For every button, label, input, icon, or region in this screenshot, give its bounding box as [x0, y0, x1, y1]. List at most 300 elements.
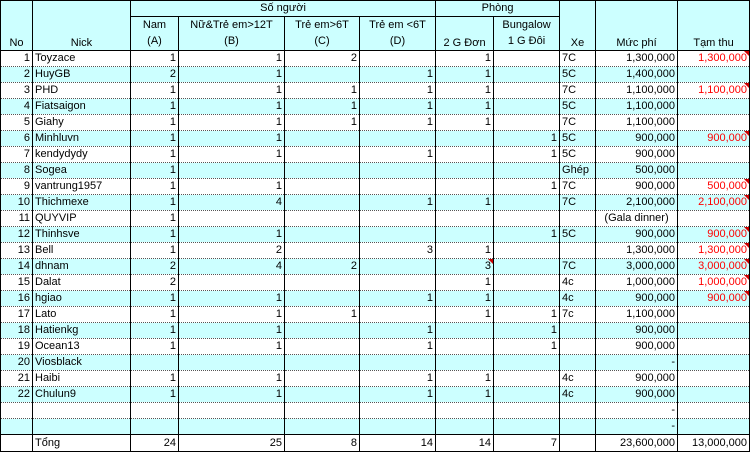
row-treu6-cell[interactable] [360, 403, 436, 419]
row-nam-cell[interactable]: 1 [131, 291, 179, 307]
table-row [1, 131, 750, 147]
row-xe-cell[interactable]: 4c [560, 371, 596, 387]
header-tre6-sub: (C) [285, 34, 360, 51]
header-group-people: Số người [131, 1, 436, 17]
row-no-cell[interactable]: 21 [1, 371, 33, 387]
row-bung-cell[interactable] [494, 355, 560, 371]
row-nam-cell[interactable]: 2 [131, 259, 179, 275]
table-row [1, 387, 750, 403]
row-xe-cell[interactable] [560, 403, 596, 419]
row-tre6-cell[interactable] [285, 147, 360, 163]
row-no-cell[interactable]: 16 [1, 291, 33, 307]
row-fee-cell[interactable]: 900,000 [596, 179, 678, 195]
header-nam: Nam [131, 17, 179, 34]
row-bung-cell[interactable]: 1 [494, 323, 560, 339]
row-thu-cell[interactable] [678, 355, 750, 371]
row-nu-cell[interactable]: 1 [179, 323, 285, 339]
row-fee-cell[interactable]: 3,000,000 [596, 259, 678, 275]
row-don-cell[interactable] [436, 403, 494, 419]
row-fee-cell[interactable]: 900,000 [596, 131, 678, 147]
table-row [1, 323, 750, 339]
header-nu-sub: (B) [179, 34, 285, 51]
row-xe-cell[interactable]: 7C [560, 195, 596, 211]
row-no-cell[interactable] [1, 419, 33, 435]
row-tre6-cell[interactable]: 1 [285, 83, 360, 99]
row-nam-cell[interactable]: 2 [131, 275, 179, 291]
row-nick-cell[interactable]: Bell [33, 243, 131, 259]
row-xe-cell[interactable]: Ghép [560, 163, 596, 179]
row-don-cell[interactable]: 1 [436, 83, 494, 99]
total-don[interactable]: 14 [436, 435, 494, 452]
row-tre6-cell[interactable] [285, 131, 360, 147]
row-nam-cell[interactable]: 1 [131, 323, 179, 339]
row-tre6-cell[interactable] [285, 291, 360, 307]
total-b[interactable]: 25 [179, 435, 285, 452]
row-xe-cell[interactable]: 4c [560, 387, 596, 403]
row-don-cell[interactable] [436, 323, 494, 339]
row-treu6-cell[interactable]: 1 [360, 67, 436, 83]
row-tre6-cell[interactable] [285, 339, 360, 355]
row-fee-cell[interactable]: - [596, 419, 678, 435]
row-no-cell[interactable]: 4 [1, 99, 33, 115]
table-row [1, 115, 750, 131]
row-no-cell[interactable]: 17 [1, 307, 33, 323]
row-nam-cell[interactable]: 1 [131, 115, 179, 131]
row-treu6-cell[interactable] [360, 179, 436, 195]
row-nu-cell[interactable] [179, 419, 285, 435]
row-treu6-cell[interactable]: 1 [360, 387, 436, 403]
row-nam-cell[interactable]: 1 [131, 179, 179, 195]
row-bung-cell[interactable] [494, 163, 560, 179]
row-don-cell[interactable] [436, 339, 494, 355]
row-no-cell[interactable]: 8 [1, 163, 33, 179]
row-nu-cell[interactable]: 1 [179, 227, 285, 243]
row-treu6-cell[interactable] [360, 227, 436, 243]
row-tre6-cell[interactable]: 1 [285, 115, 360, 131]
row-no-cell[interactable]: 13 [1, 243, 33, 259]
row-xe-cell[interactable]: 7C [560, 179, 596, 195]
row-nu-cell[interactable]: 1 [179, 131, 285, 147]
row-xe-cell[interactable]: 7C [560, 115, 596, 131]
row-xe-cell[interactable] [560, 323, 596, 339]
row-nick-cell[interactable]: Thichmexe [33, 195, 131, 211]
row-tre6-cell[interactable]: 1 [285, 307, 360, 323]
row-xe-cell[interactable]: 7C [560, 259, 596, 275]
row-thu-cell[interactable]: 1,300,000 [678, 51, 750, 67]
row-don-cell[interactable] [436, 355, 494, 371]
row-no-cell[interactable]: 19 [1, 339, 33, 355]
row-nick-cell[interactable]: Ocean13 [33, 339, 131, 355]
row-nam-cell[interactable]: 1 [131, 387, 179, 403]
row-bung-cell[interactable]: 1 [494, 179, 560, 195]
row-fee-cell[interactable]: 1,300,000 [596, 51, 678, 67]
row-bung-cell[interactable] [494, 259, 560, 275]
row-thu-cell[interactable]: 900,000 [678, 227, 750, 243]
total-row [1, 435, 750, 452]
row-nam-cell[interactable]: 1 [131, 243, 179, 259]
header-group-room: Phòng [436, 1, 560, 17]
row-nu-cell[interactable] [179, 163, 285, 179]
total-bung[interactable]: 7 [494, 435, 560, 452]
total-d[interactable]: 14 [360, 435, 436, 452]
row-no-cell[interactable]: 7 [1, 147, 33, 163]
row-nick-cell[interactable]: kendydydy [33, 147, 131, 163]
row-nick-cell[interactable]: PHD [33, 83, 131, 99]
row-tre6-cell[interactable] [285, 275, 360, 291]
row-xe-cell[interactable]: 7C [560, 83, 596, 99]
row-tre6-cell[interactable] [285, 355, 360, 371]
row-treu6-cell[interactable] [360, 307, 436, 323]
row-don-cell[interactable]: 1 [436, 115, 494, 131]
row-tre6-cell[interactable] [285, 419, 360, 435]
row-nam-cell[interactable]: 1 [131, 131, 179, 147]
row-don-cell[interactable] [436, 147, 494, 163]
row-xe-cell[interactable] [560, 211, 596, 227]
row-no-cell[interactable]: 22 [1, 387, 33, 403]
row-nam-cell[interactable]: 1 [131, 163, 179, 179]
row-xe-cell[interactable]: 5C [560, 227, 596, 243]
row-xe-cell[interactable]: 7C [560, 51, 596, 67]
row-thu-cell[interactable] [678, 323, 750, 339]
row-nu-cell[interactable]: 1 [179, 307, 285, 323]
row-don-cell[interactable] [436, 419, 494, 435]
row-bung-cell[interactable] [494, 67, 560, 83]
row-nick-cell[interactable]: Toyzace [33, 51, 131, 67]
table-row [1, 355, 750, 371]
row-treu6-cell[interactable]: 1 [360, 147, 436, 163]
row-nick-cell[interactable]: vantrung1957 [33, 179, 131, 195]
row-nu-cell[interactable]: 4 [179, 259, 285, 275]
row-no-cell[interactable]: 20 [1, 355, 33, 371]
row-bung-cell[interactable] [494, 419, 560, 435]
row-nu-cell[interactable] [179, 403, 285, 419]
row-nam-cell[interactable]: 1 [131, 83, 179, 99]
row-xe-cell[interactable]: 4c [560, 275, 596, 291]
row-nu-cell[interactable]: 1 [179, 387, 285, 403]
row-nam-cell[interactable]: 1 [131, 211, 179, 227]
row-thu-cell[interactable]: 3,000,000 [678, 259, 750, 275]
row-bung-cell[interactable]: 1 [494, 339, 560, 355]
row-thu-cell[interactable]: 900,000 [678, 131, 750, 147]
row-don-cell[interactable]: 1 [436, 51, 494, 67]
table-row [1, 163, 750, 179]
row-fee-cell[interactable]: 900,000 [596, 387, 678, 403]
row-fee-cell[interactable]: 1,100,000 [596, 115, 678, 131]
row-don-cell[interactable]: 1 [436, 307, 494, 323]
row-fee-cell[interactable]: 1,100,000 [596, 83, 678, 99]
header-nu: Nữ&Trẻ em>12T [179, 17, 285, 34]
row-bung-cell[interactable]: 1 [494, 131, 560, 147]
row-nam-cell[interactable] [131, 419, 179, 435]
header-nam-sub: (A) [131, 34, 179, 51]
row-nu-cell[interactable]: 4 [179, 195, 285, 211]
row-bung-cell[interactable] [494, 243, 560, 259]
row-thu-cell[interactable] [678, 403, 750, 419]
row-tre6-cell[interactable] [285, 323, 360, 339]
row-treu6-cell[interactable] [360, 259, 436, 275]
row-no-cell[interactable]: 10 [1, 195, 33, 211]
row-xe-cell[interactable] [560, 355, 596, 371]
row-bung-cell[interactable] [494, 115, 560, 131]
row-nick-cell[interactable]: hgiao [33, 291, 131, 307]
total-a[interactable]: 24 [131, 435, 179, 452]
row-tre6-cell[interactable] [285, 403, 360, 419]
row-fee-cell[interactable]: 1,100,000 [596, 99, 678, 115]
row-treu6-cell[interactable] [360, 419, 436, 435]
row-nu-cell[interactable]: 1 [179, 371, 285, 387]
row-fee-cell[interactable]: 500,000 [596, 163, 678, 179]
row-don-cell[interactable] [436, 227, 494, 243]
total-xe[interactable] [560, 435, 596, 452]
row-tre6-cell[interactable] [285, 227, 360, 243]
row-nick-cell[interactable]: Giahy [33, 115, 131, 131]
row-bung-cell[interactable] [494, 83, 560, 99]
row-tre6-cell[interactable] [285, 387, 360, 403]
row-nam-cell[interactable]: 1 [131, 371, 179, 387]
row-nick-cell[interactable]: Fiatsaigon [33, 99, 131, 115]
row-bung-cell[interactable] [494, 387, 560, 403]
row-thu-cell[interactable] [678, 211, 750, 227]
row-tre6-cell[interactable]: 1 [285, 99, 360, 115]
row-fee-cell[interactable]: 1,100,000 [596, 307, 678, 323]
row-thu-cell[interactable]: 500,000 [678, 179, 750, 195]
row-bung-cell[interactable] [494, 275, 560, 291]
row-fee-cell[interactable]: 2,100,000 [596, 195, 678, 211]
row-nam-cell[interactable]: 1 [131, 147, 179, 163]
row-thu-cell[interactable] [678, 419, 750, 435]
row-bung-cell[interactable] [494, 51, 560, 67]
row-tre6-cell[interactable] [285, 195, 360, 211]
total-fee[interactable]: 23,600,000 [596, 435, 678, 452]
row-don-cell[interactable]: 1 [436, 387, 494, 403]
row-thu-cell[interactable]: 1,300,000 [678, 243, 750, 259]
row-nu-cell[interactable] [179, 211, 285, 227]
row-nam-cell[interactable]: 2 [131, 67, 179, 83]
row-bung-cell[interactable] [494, 291, 560, 307]
row-no-cell[interactable]: 3 [1, 83, 33, 99]
row-treu6-cell[interactable] [360, 131, 436, 147]
row-nam-cell[interactable]: 1 [131, 227, 179, 243]
table-row [1, 403, 750, 419]
row-thu-cell[interactable] [678, 163, 750, 179]
row-fee-cell[interactable]: 900,000 [596, 227, 678, 243]
row-nick-cell[interactable]: Hatienkg [33, 323, 131, 339]
row-treu6-cell[interactable]: 3 [360, 243, 436, 259]
table-row [1, 227, 750, 243]
row-nam-cell[interactable]: 1 [131, 51, 179, 67]
row-fee-cell[interactable]: 900,000 [596, 291, 678, 307]
header-tre6: Trẻ em>6T [285, 17, 360, 34]
row-bung-cell[interactable] [494, 403, 560, 419]
row-tre6-cell[interactable]: 2 [285, 259, 360, 275]
row-xe-cell[interactable]: 5C [560, 147, 596, 163]
row-bung-cell[interactable]: 1 [494, 307, 560, 323]
row-no-cell[interactable]: 12 [1, 227, 33, 243]
row-nu-cell[interactable]: 1 [179, 147, 285, 163]
row-nick-cell[interactable]: Chulun9 [33, 387, 131, 403]
row-no-cell[interactable]: 6 [1, 131, 33, 147]
row-xe-cell[interactable] [560, 419, 596, 435]
row-no-cell[interactable]: 14 [1, 259, 33, 275]
row-nu-cell[interactable] [179, 355, 285, 371]
total-label[interactable]: Tổng [33, 435, 131, 452]
row-don-cell[interactable]: 1 [436, 275, 494, 291]
row-don-cell[interactable] [436, 211, 494, 227]
row-treu6-cell[interactable]: 1 [360, 323, 436, 339]
row-treu6-cell[interactable] [360, 355, 436, 371]
row-nam-cell[interactable]: 1 [131, 307, 179, 323]
row-nu-cell[interactable]: 2 [179, 243, 285, 259]
row-don-cell[interactable] [436, 163, 494, 179]
row-fee-cell[interactable]: 900,000 [596, 147, 678, 163]
row-xe-cell[interactable]: 7c [560, 307, 596, 323]
row-don-cell[interactable]: 3 [436, 259, 494, 275]
row-bung-cell[interactable] [494, 195, 560, 211]
row-tre6-cell[interactable] [285, 211, 360, 227]
row-don-cell[interactable]: 1 [436, 99, 494, 115]
row-tre6-cell[interactable]: 2 [285, 51, 360, 67]
row-thu-cell[interactable] [678, 115, 750, 131]
row-nu-cell[interactable]: 1 [179, 51, 285, 67]
row-fee-cell[interactable]: 1,400,000 [596, 67, 678, 83]
row-no-cell[interactable]: 15 [1, 275, 33, 291]
row-treu6-cell[interactable] [360, 51, 436, 67]
row-don-cell[interactable]: 1 [436, 67, 494, 83]
row-bung-cell[interactable]: 1 [494, 147, 560, 163]
total-thu[interactable]: 13,000,000 [678, 435, 750, 452]
row-xe-cell[interactable]: 5C [560, 99, 596, 115]
row-treu6-cell[interactable]: 1 [360, 115, 436, 131]
row-treu6-cell[interactable]: 1 [360, 291, 436, 307]
row-don-cell[interactable] [436, 131, 494, 147]
row-nick-cell[interactable] [33, 419, 131, 435]
row-treu6-cell[interactable]: 1 [360, 99, 436, 115]
row-fee-cell[interactable]: 900,000 [596, 339, 678, 355]
row-nu-cell[interactable]: 1 [179, 67, 285, 83]
row-nam-cell[interactable]: 1 [131, 339, 179, 355]
row-nu-cell[interactable]: 1 [179, 83, 285, 99]
row-nu-cell[interactable]: 1 [179, 339, 285, 355]
row-thu-cell[interactable] [678, 147, 750, 163]
row-fee-cell[interactable]: 900,000 [596, 323, 678, 339]
total-c[interactable]: 8 [285, 435, 360, 452]
row-nick-cell[interactable]: QUYVIP [33, 211, 131, 227]
row-treu6-cell[interactable] [360, 211, 436, 227]
row-bung-cell[interactable] [494, 99, 560, 115]
row-treu6-cell[interactable]: 1 [360, 195, 436, 211]
row-thu-cell[interactable] [678, 99, 750, 115]
row-nick-cell[interactable]: Dalat [33, 275, 131, 291]
row-thu-cell[interactable] [678, 307, 750, 323]
row-xe-cell[interactable] [560, 243, 596, 259]
row-tre6-cell[interactable] [285, 163, 360, 179]
row-don-cell[interactable] [436, 179, 494, 195]
row-thu-cell[interactable] [678, 339, 750, 355]
row-no-cell[interactable]: 5 [1, 115, 33, 131]
row-tre6-cell[interactable] [285, 371, 360, 387]
row-no-cell[interactable]: 2 [1, 67, 33, 83]
row-nam-cell[interactable] [131, 355, 179, 371]
row-thu-cell[interactable]: 1,100,000 [678, 83, 750, 99]
row-thu-cell[interactable]: 900,000 [678, 291, 750, 307]
row-treu6-cell[interactable]: 1 [360, 339, 436, 355]
row-fee-cell[interactable]: 1,300,000 [596, 243, 678, 259]
row-bung-cell[interactable]: 1 [494, 227, 560, 243]
table-row [1, 67, 750, 83]
table-row [1, 147, 750, 163]
table-row [1, 291, 750, 307]
row-nick-cell[interactable]: HuyGB [33, 67, 131, 83]
row-treu6-cell[interactable]: 1 [360, 83, 436, 99]
row-nick-cell[interactable]: Haibi [33, 371, 131, 387]
row-nu-cell[interactable]: 1 [179, 291, 285, 307]
row-fee-cell[interactable]: 900,000 [596, 371, 678, 387]
row-xe-cell[interactable]: 5C [560, 67, 596, 83]
row-don-cell[interactable]: 1 [436, 243, 494, 259]
row-nick-cell[interactable]: Lato [33, 307, 131, 323]
row-no-cell[interactable] [1, 403, 33, 419]
row-nam-cell[interactable]: 1 [131, 195, 179, 211]
row-treu6-cell[interactable]: 1 [360, 371, 436, 387]
row-nu-cell[interactable] [179, 275, 285, 291]
table-body [1, 51, 750, 435]
row-bung-cell[interactable] [494, 371, 560, 387]
row-fee-cell[interactable]: (Gala dinner) [596, 211, 678, 227]
total-no-cell[interactable] [1, 435, 33, 452]
row-don-cell[interactable]: 1 [436, 371, 494, 387]
row-tre6-cell[interactable] [285, 179, 360, 195]
row-xe-cell[interactable]: 5C [560, 131, 596, 147]
row-thu-cell[interactable] [678, 387, 750, 403]
row-no-cell[interactable]: 1 [1, 51, 33, 67]
row-nick-cell[interactable]: Thinhsve [33, 227, 131, 243]
row-xe-cell[interactable] [560, 339, 596, 355]
row-nick-cell[interactable]: Sogea [33, 163, 131, 179]
row-no-cell[interactable]: 11 [1, 211, 33, 227]
row-nam-cell[interactable] [131, 403, 179, 419]
row-nu-cell[interactable]: 1 [179, 115, 285, 131]
table-row [1, 99, 750, 115]
row-nick-cell[interactable] [33, 403, 131, 419]
row-no-cell[interactable]: 9 [1, 179, 33, 195]
row-thu-cell[interactable] [678, 67, 750, 83]
row-nu-cell[interactable]: 1 [179, 99, 285, 115]
row-treu6-cell[interactable] [360, 275, 436, 291]
row-thu-cell[interactable]: 1,000,000 [678, 275, 750, 291]
row-nam-cell[interactable]: 1 [131, 99, 179, 115]
table-row [1, 83, 750, 99]
row-fee-cell[interactable]: - [596, 355, 678, 371]
row-tre6-cell[interactable] [285, 243, 360, 259]
table-row [1, 307, 750, 323]
row-nick-cell[interactable]: dhnam [33, 259, 131, 275]
row-xe-cell[interactable]: 4c [560, 291, 596, 307]
row-fee-cell[interactable]: - [596, 403, 678, 419]
row-don-cell[interactable]: 1 [436, 291, 494, 307]
row-nick-cell[interactable]: Viosblack [33, 355, 131, 371]
row-no-cell[interactable]: 18 [1, 323, 33, 339]
row-tre6-cell[interactable] [285, 67, 360, 83]
row-nu-cell[interactable]: 1 [179, 179, 285, 195]
row-thu-cell[interactable] [678, 371, 750, 387]
row-don-cell[interactable]: 1 [436, 195, 494, 211]
row-thu-cell[interactable]: 2,100,000 [678, 195, 750, 211]
table-row [1, 275, 750, 291]
row-treu6-cell[interactable] [360, 163, 436, 179]
row-fee-cell[interactable]: 1,000,000 [596, 275, 678, 291]
row-bung-cell[interactable] [494, 211, 560, 227]
row-nick-cell[interactable]: Minhluvn [33, 131, 131, 147]
